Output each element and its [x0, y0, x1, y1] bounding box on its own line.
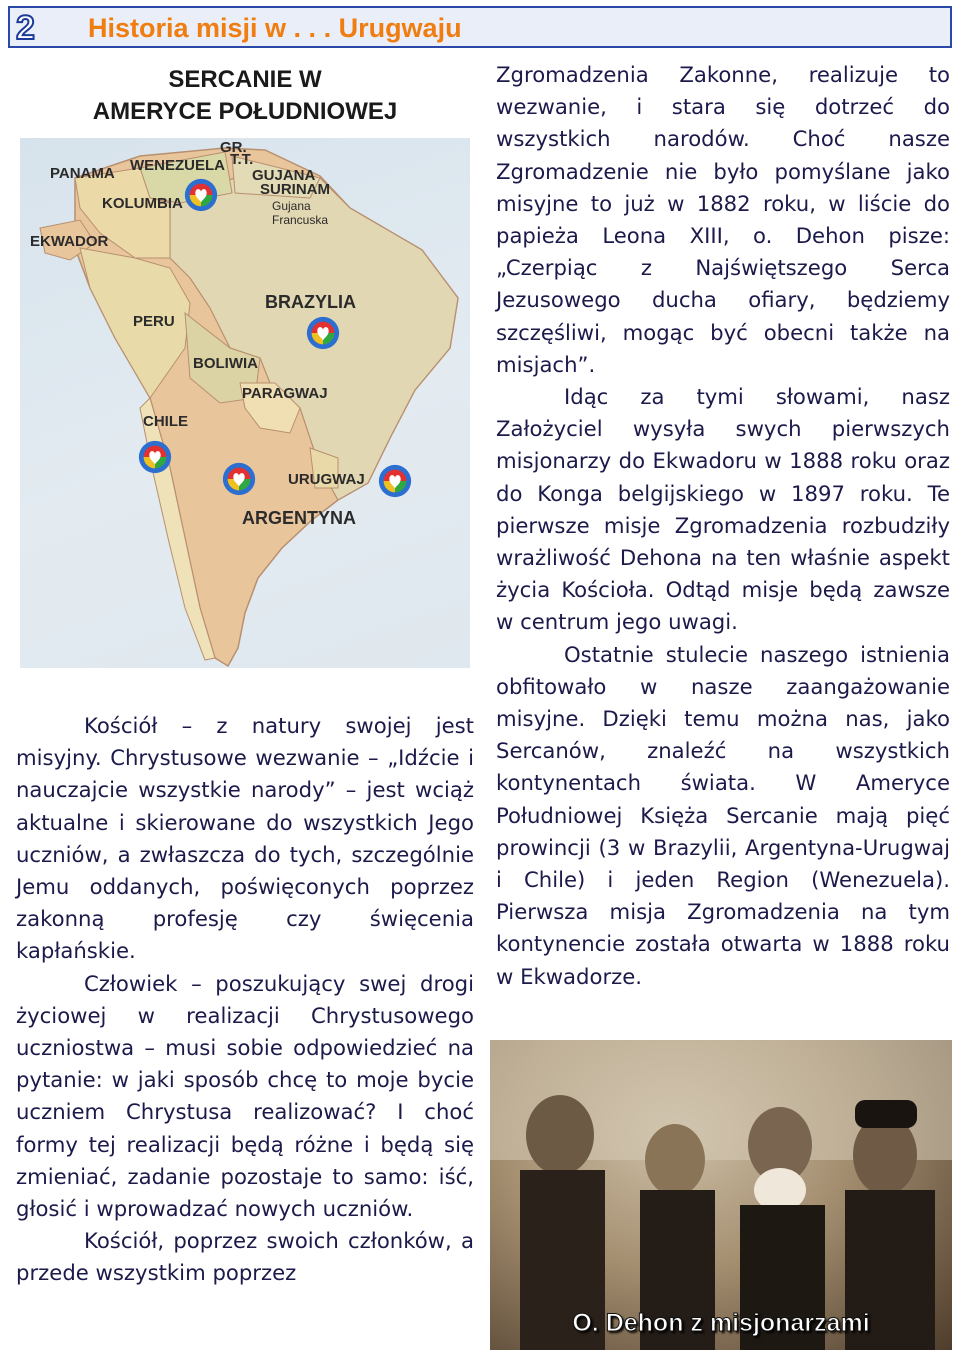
map-title-line2: AMERYCE POŁUDNIOWEJ	[92, 98, 398, 125]
south-america-map	[20, 138, 470, 668]
map-label-gujana-francuska-1: Gujana	[272, 199, 311, 213]
dehonian-logo-icon	[136, 438, 174, 476]
map-label-surinam: SURINAM	[260, 181, 330, 198]
map-label-ekwador: EKWADOR	[30, 233, 109, 250]
map-label-chile: CHILE	[143, 413, 188, 430]
map-title	[20, 64, 470, 128]
map-label-tt: T.T.	[230, 151, 254, 168]
paragraph: Kościół, poprzez swoich członków, a przede wszystkim poprzez	[16, 1228, 474, 1286]
map-label-brazylia: BRAZYLIA	[265, 292, 356, 312]
map-label-urugwaj: URUGWAJ	[288, 471, 365, 488]
map-label-boliwia: BOLIWIA	[193, 355, 258, 372]
map-label-wenezuela: WENEZUELA	[130, 157, 225, 174]
page-header	[8, 6, 952, 48]
header-title: Historia misji w . . . Urugwaju	[88, 13, 462, 43]
dehonian-logo-icon	[376, 462, 414, 500]
map-label-gujana-francuska-2: Francuska	[272, 213, 329, 227]
photo-figures	[490, 1040, 952, 1350]
left-column-text	[16, 710, 474, 1290]
paragraph: Człowiek – poszukujący swej drogi życiowej w realizacji Chrystusowego uczniostwa – musi sobie odpowiedzieć na pytanie: w jaki sposób chcę to moje bycie uczniem Chrystusa realizować? I choć formy tej realizacji będą różne i będą się zmieniać, zadanie pozostaje to samo: iść, głosić i wprowadzać nowych uczniów.	[16, 970, 474, 1222]
map-label-peru: PERU	[133, 313, 175, 330]
photo-caption: O. Dehon z misjonarzami	[572, 1309, 870, 1337]
dehonian-logo-icon	[304, 314, 342, 352]
map-label-paragwaj: PARAGWAJ	[242, 385, 328, 402]
map-label-kolumbia: KOLUMBIA	[102, 195, 183, 212]
page-number: 2	[16, 9, 35, 47]
right-column-text	[496, 59, 950, 993]
dehonian-logo-icon	[220, 460, 258, 498]
map-label-panama: PANAMA	[50, 165, 115, 182]
paragraph: Zgromadzenia Zakonne, realizuje to wezwanie, i stara się dotrzeć do wszystkich narodów. Choć nasze Zgromadzenie nie było pomyślane jako misyjne to już w 1882 roku, w liście do papieża Leona XIII, o. Dehon pisze: „Czerpiąc z Najświętszego Serca Jezusowego ducha ofiary, będziemy szczęśliwi, mogąc być obecni także na misjach”.	[496, 62, 950, 377]
map-shapes	[20, 138, 470, 668]
paragraph: Kościół – z natury swojej jest misyjny. Chrystusowe wezwanie – „Idźcie i nauczajcie wszystkie narody” – jest wciąż aktualne i skierowane do wszystkich Jego uczniów, a zwłaszcza do tych, szczególnie Jemu oddanych, poświęconych poprzez zakonną profesję czy święcenia kapłańskie.	[16, 713, 474, 964]
historical-photo	[490, 1040, 952, 1350]
map-label-argentyna: ARGENTYNA	[242, 508, 357, 528]
dehonian-logo-icon	[182, 176, 220, 214]
map-label-gr: GR.	[220, 139, 247, 156]
paragraph: Ostatnie stulecie naszego istnienia obfitowało w nasze zaangażowanie misyjne. Dzięki temu można nas, jako Sercanów, znaleźć na wszystkich kontynentach świata. W Ameryce Południowej Księża Sercanie mają pięć prowincji (3 w Brazylii, Argentyna-Urugwaj i Chile) i jeden Region (Wenezuela). Pierwsza misja Zgromadzenia na tym kontynencie została otwarta w 1888 roku w Ekwadorze.	[496, 641, 950, 989]
map-title-line1: SERCANIE W	[168, 66, 322, 93]
map-label-gujana: GUJANA	[252, 167, 316, 184]
paragraph: Idąc za tymi słowami, nasz Założyciel wysyła swych pierwszych misjonarzy do Ekwadoru w 1888 roku oraz do Konga belgijskiego w 1897 roku. Te pierwsze misje Zgromadzenia rozbudziły wrażliwość Dehona na ten właśnie aspekt życia Kościoła. Odtąd misje będą zawsze w centrum jego uwagi.	[496, 384, 950, 635]
